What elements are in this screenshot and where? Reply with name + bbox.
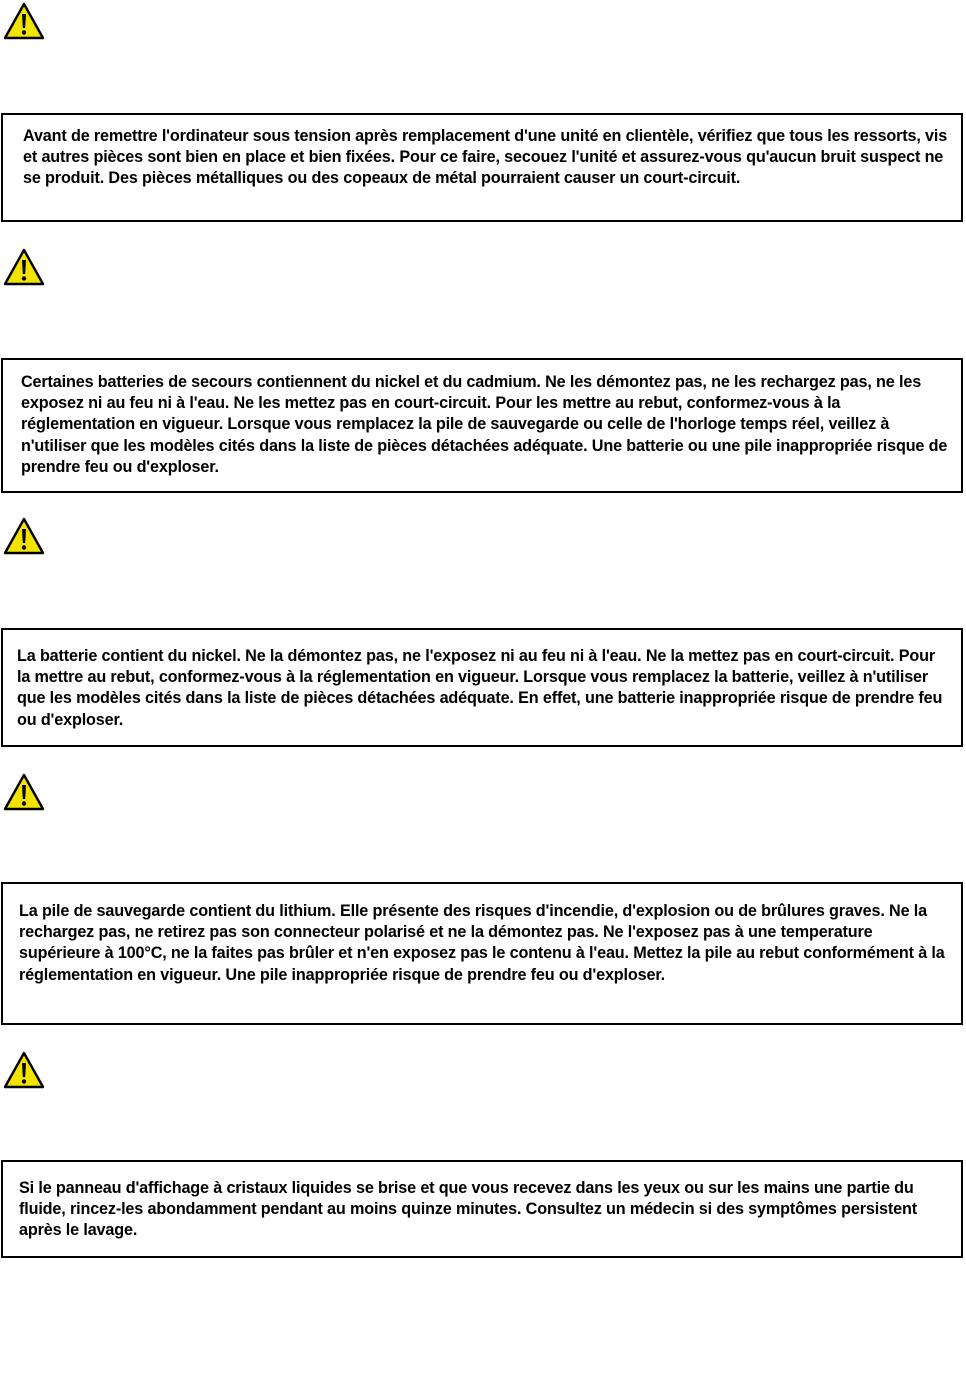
notice-text: La batterie contient du nickel. Ne la démontez pas, ne l'exposez ni au feu ni à l'eau. Ne la mettez pas en court-circuit. Pour la mettre au rebut, conformez-vous à la réglementation en vigueur. Lorsque vous remplacez la batterie, veillez à n'utiliser que les modèles cités dans la liste de pièces détachées adéquate. En effet, une batterie inappropriée risque de prendre feu ou d'exploser. bbox=[17, 647, 943, 729]
notice-box bbox=[1, 882, 963, 1025]
notice-text: La pile de sauvegarde contient du lithium. Elle présente des risques d'incendie, d'explosion ou de brûlures graves. Ne la rechargez pas, ne retirez pas son connecteur polarisé et ne la démontez pas. Ne l'exposez pas à une temperature supérieure à 100°C, ne la faites pas brûler et n'en exposez pas le contenu à l'eau. Mettez la pile au rebut conformément à la réglementation en vigueur. Une pile inappropriée risque de prendre feu ou d'exploser. bbox=[19, 902, 945, 984]
notice-box bbox=[1, 113, 963, 222]
warning-triangle-icon bbox=[3, 2, 45, 40]
warning-triangle-icon bbox=[3, 773, 45, 811]
notice-text: Certaines batteries de secours contiennent du nickel et du cadmium. Ne les démontez pas, ne les rechargez pas, ne les exposez ni au feu ni à l'eau. Ne les mettez pas en court-circuit. Pour les mettre au rebut, conformez-vous à la réglementation en vigueur. Lorsque vous remplacez la pile de sauvegarde ou celle de l'horloge temps réel, veillez à n'utiliser que les modèles cités dans la liste de pièces détachées adéquate. Une batterie ou une pile inappropriée risque de prendre feu ou d'exploser. bbox=[21, 373, 948, 476]
warning-triangle-icon bbox=[3, 517, 45, 555]
notice-text: Si le panneau d'affichage à cristaux liquides se brise et que vous recevez dans les yeux ou sur les mains une partie du fluide, rincez-les abondamment pendant au moins quinze minutes. Consultez un médecin si des symptômes persistent après le lavage. bbox=[19, 1179, 917, 1240]
notice-box bbox=[1, 358, 963, 493]
warning-triangle-icon bbox=[3, 1051, 45, 1089]
notice-text: Avant de remettre l'ordinateur sous tension après remplacement d'une unité en clientèle, vérifiez que tous les ressorts, vis et autres pièces sont bien en place et bien fixées. Pour ce faire, secouez l'unité et assurez-vous qu'aucun bruit suspect ne se produit. Des pièces métalliques ou des copeaux de métal pourraient causer un court-circuit. bbox=[23, 127, 948, 188]
notice-box bbox=[1, 1160, 963, 1258]
warning-triangle-icon bbox=[3, 248, 45, 286]
notice-box bbox=[1, 628, 963, 747]
